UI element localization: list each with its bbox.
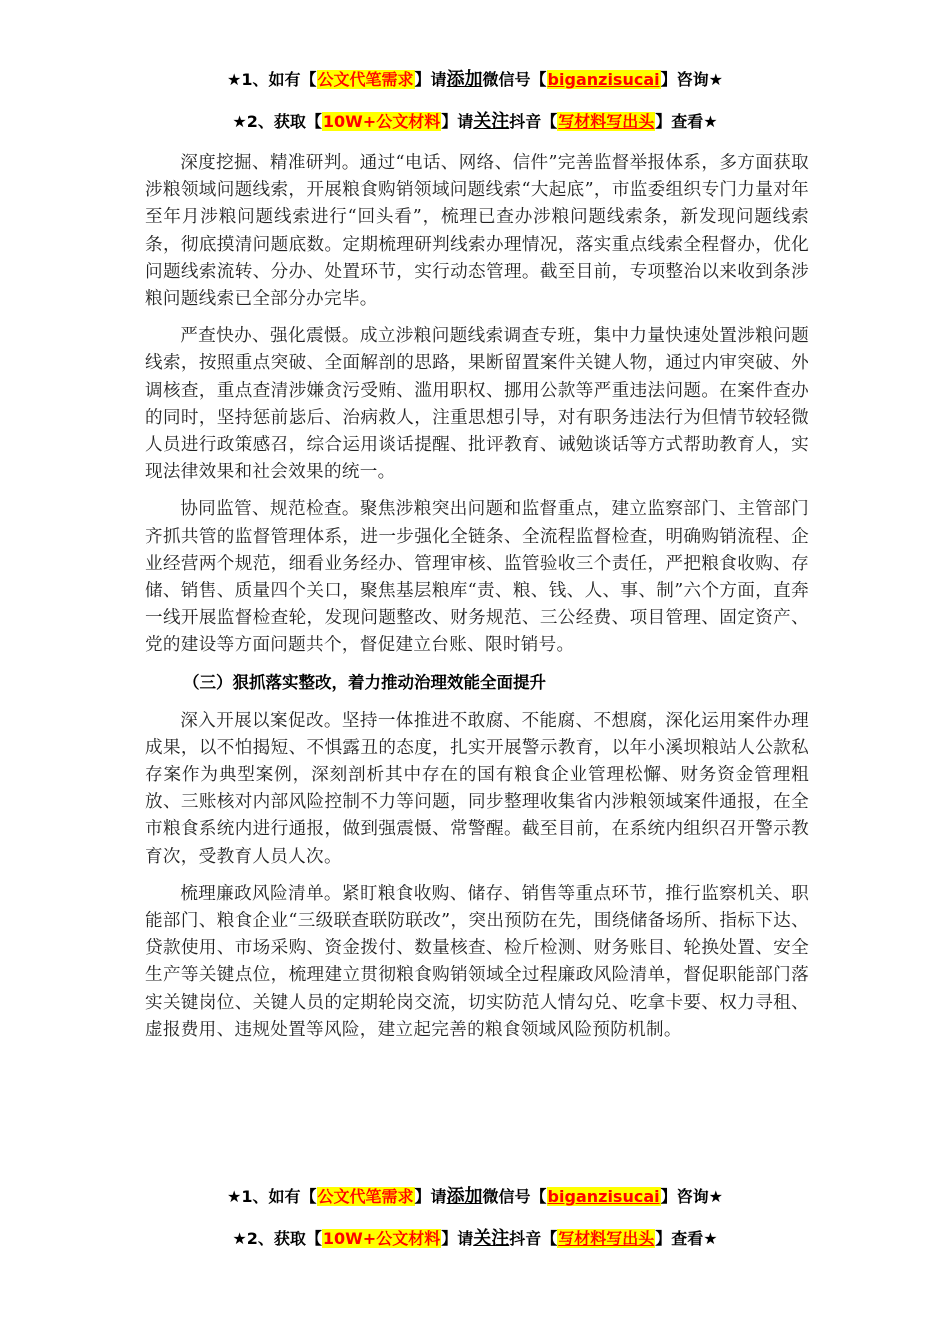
- document-body: [145, 150, 809, 1054]
- body-paragraph: 严查快办、强化震慑。成立涉粮问题线索调查专班，集中力量快速处置涉粮问题线索，按照重点突破、全面解剖的思路，果断留置案件关键人物，通过内审突破、外调核查，重点查清涉嫌贪污受贿、滥用职权、挪用公款等严重违法问题。在案件查办的同时，坚持惩前毖后、治病救人，注重思想引导，对有职务违法行为但情节较轻微人员进行政策感召，综合运用谈话提醒、批评教育、诫勉谈话等方式帮助教育人，实现法律效果和社会效果的统一。: [145, 326, 809, 483]
- body-paragraph: 深度挖掘、精准研判。通过“电话、网络、信件”完善监督举报体系，多方面获取涉粮领域问题线索，开展粮食购销领域问题线索“大起底”，市监委组织专门力量对年至年月涉粮问题线索进行“回头看”，梳理已查办涉粮问题线索条，新发现问题线索条，彻底摸清问题底数。定期梳理研判线索办理情况，落实重点线索全程督办，优化问题线索流转、分办、处置环节，实行动态管理。截至目前，专项整治以来收到条涉粮问题线索已全部分办完毕。: [145, 153, 809, 310]
- banner-prefix: ★1、如有【: [227, 1187, 317, 1206]
- body-paragraph: 深入开展以案促改。坚持一体推进不敢腐、不能腐、不想腐，深化运用案件办理成果，以不怕揭短、不惧露丑的态度，扎实开展警示教育，以年小溪坝粮站人公款私存案作为典型案例，深刻剖析其中存在的国有粮食企业管理松懈、财务资金管理粗放、三账核对内部风险控制不力等问题，同步整理收集省内涉粮领域案件通报，在全市粮食系统内进行通报，做到强震慑、常警醒。截至目前，在系统内组织召开警示教育次，受教育人员人次。: [145, 710, 809, 867]
- banner-text: 】请: [414, 1187, 447, 1206]
- banner-text: 】请: [441, 112, 474, 131]
- banner-text: 】请: [414, 70, 447, 89]
- emphasis-add: 添加: [446, 69, 483, 90]
- wechat-id-link[interactable]: biganzisucai: [547, 70, 660, 89]
- emphasis-follow: 关注: [473, 1228, 510, 1249]
- banner-prefix: ★2、获取【: [232, 1229, 322, 1248]
- bottom-banner-line-2: [0, 1227, 950, 1251]
- banner-prefix: ★1、如有【: [227, 70, 317, 89]
- banner-suffix: 】咨询★: [660, 1187, 723, 1206]
- top-banner-line-1: [0, 68, 950, 92]
- wechat-id-link[interactable]: biganzisucai: [547, 1187, 660, 1206]
- section-heading: （三）狠抓落实整改，着力推动治理效能全面提升: [182, 672, 546, 692]
- douyin-account-link[interactable]: 写材料写出头: [558, 1229, 655, 1248]
- banner-text: 微信号【: [482, 70, 547, 89]
- banner-text: 抖音【: [509, 1229, 558, 1248]
- top-banner-line-2: [0, 110, 950, 134]
- body-paragraph: 协同监管、规范检查。聚焦涉粮突出问题和监督重点，建立监察部门、主管部门齐抓共管的监督管理体系，进一步强化全链条、全流程监督检查，明确购销流程、企业经营两个规范，细看业务经办、管理审核、监管验收三个责任，严把粮食收购、存储、销售、质量四个关口，聚焦基层粮库“责、粮、钱、人、事、制”六个方面，直奔一线开展监督检查轮，发现问题整改、财务规范、三公经费、项目管理、固定资产、党的建设等方面问题共个，督促建立台账、限时销号。: [145, 499, 809, 656]
- emphasis-add: 添加: [446, 1186, 483, 1207]
- highlight-ghostwriting-service: 公文代笔需求: [317, 70, 414, 89]
- bottom-banner-line-1: [0, 1185, 950, 1209]
- highlight-material-count: 10W+公文材料: [322, 1229, 441, 1248]
- banner-suffix: 】查看★: [655, 1229, 718, 1248]
- banner-suffix: 】查看★: [655, 112, 718, 131]
- emphasis-follow: 关注: [473, 111, 510, 132]
- douyin-account-link[interactable]: 写材料写出头: [558, 112, 655, 131]
- highlight-material-count: 10W+公文材料: [322, 112, 441, 131]
- body-paragraph: 梳理廉政风险清单。紧盯粮食收购、储存、销售等重点环节，推行监察机关、职能部门、粮食企业“三级联查联防联改”，突出预防在先，围绕储备场所、指标下达、贷款使用、市场采购、资金拨付、数量核查、检斤检测、财务账目、轮换处置、安全生产等关键点位，梳理建立贯彻粮食购销领域全过程廉政风险清单，督促职能部门落实关键岗位、关键人员的定期轮岗交流，切实防范人情勾兑、吃拿卡要、权力寻租、虚报费用、违规处置等风险，建立起完善的粮食领域风险预防机制。: [145, 883, 809, 1040]
- highlight-ghostwriting-service: 公文代笔需求: [317, 1187, 414, 1206]
- banner-prefix: ★2、获取【: [232, 112, 322, 131]
- banner-suffix: 】咨询★: [660, 70, 723, 89]
- banner-text: 微信号【: [482, 1187, 547, 1206]
- banner-text: 】请: [441, 1229, 474, 1248]
- banner-text: 抖音【: [509, 112, 558, 131]
